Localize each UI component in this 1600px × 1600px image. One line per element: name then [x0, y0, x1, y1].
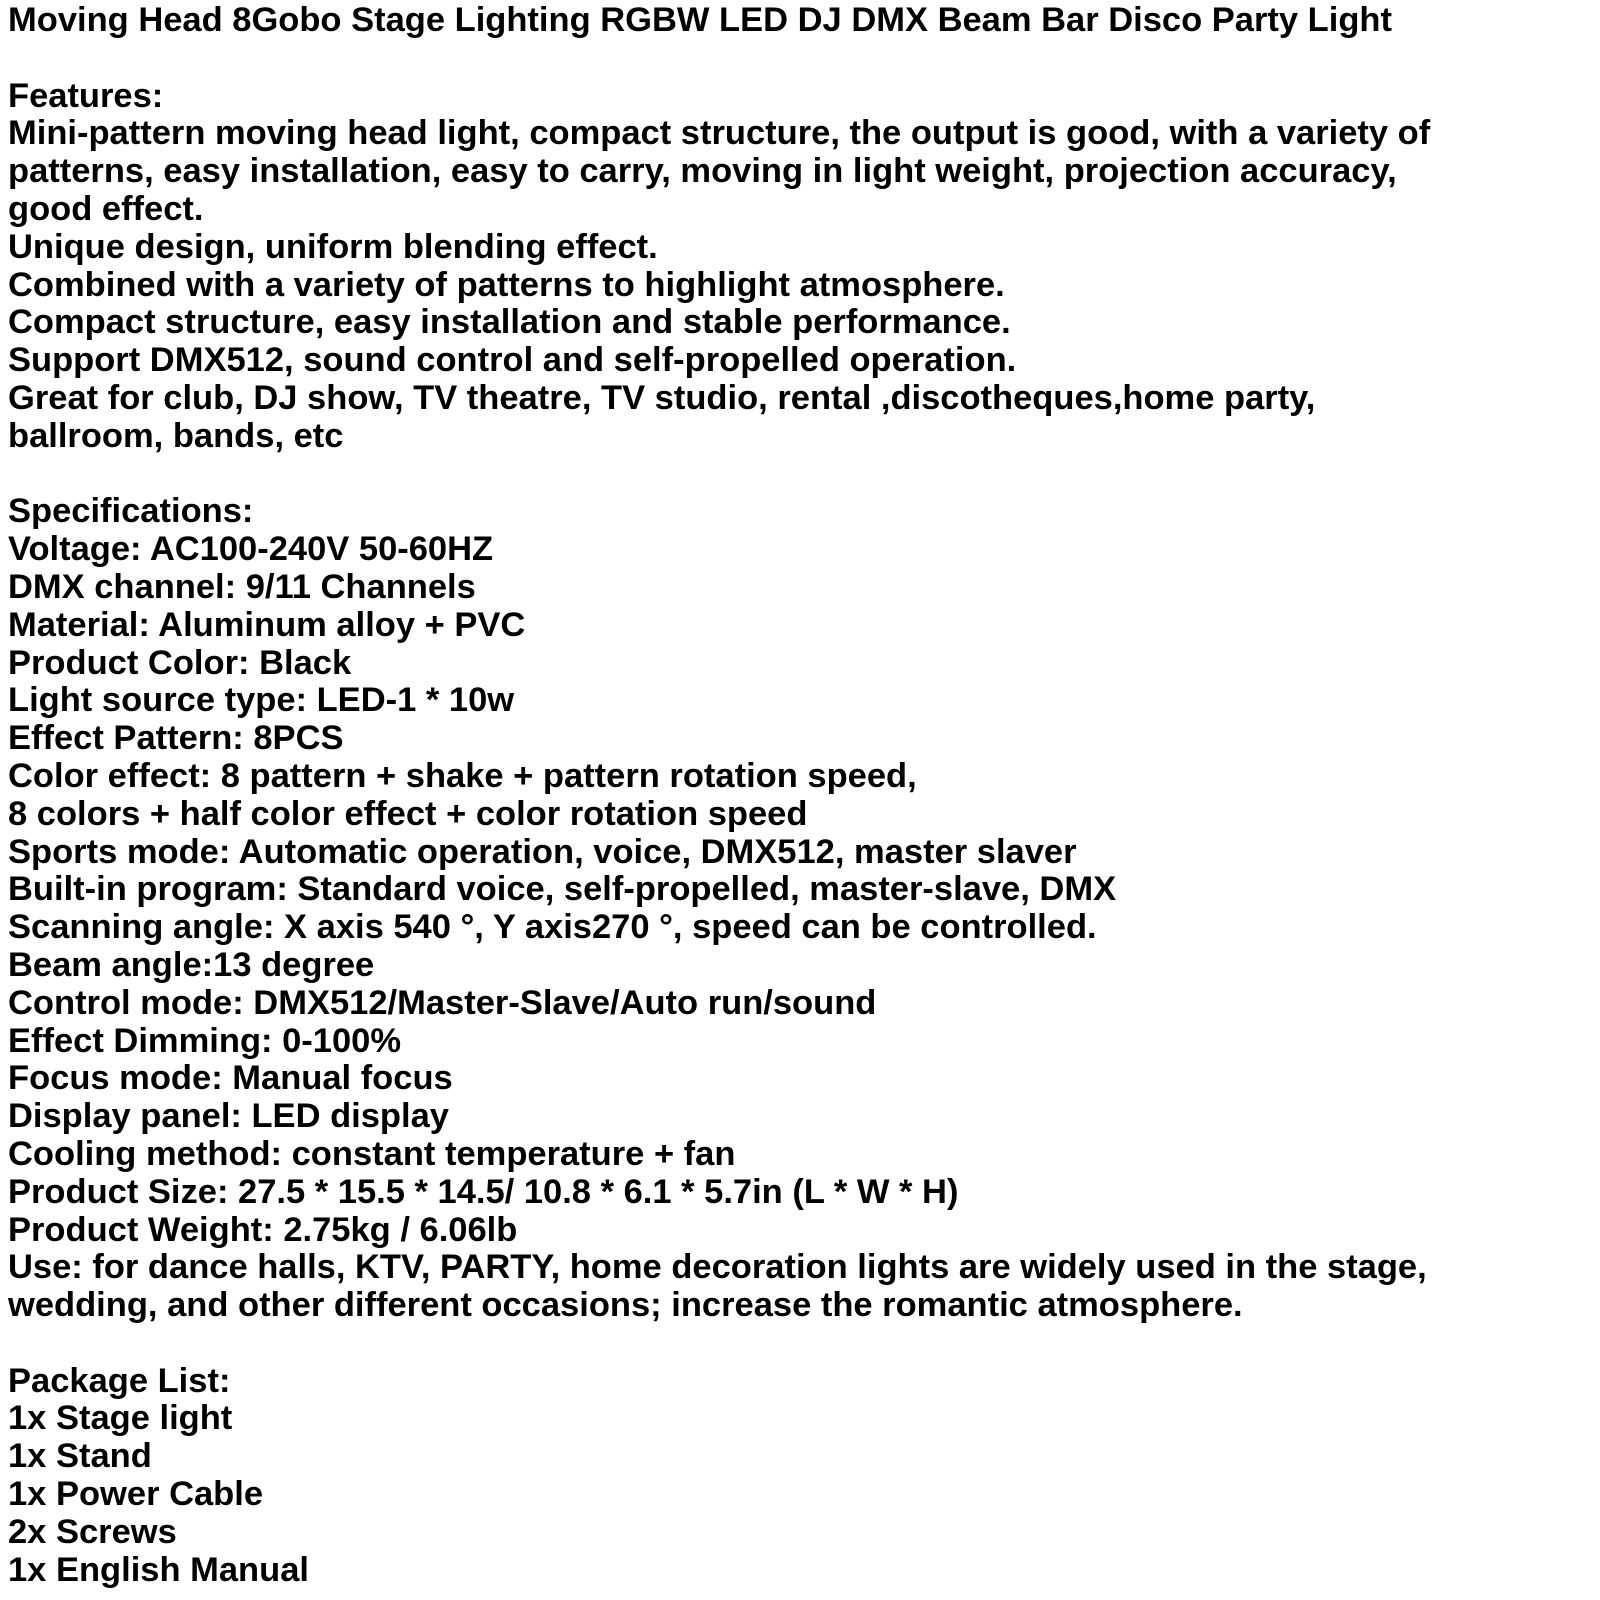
spec-line: Sports mode: Automatic operation, voice, DMX512, master slaver: [8, 832, 1077, 871]
spec-line: Light source type: LED-1 * 10w: [8, 681, 515, 720]
features-line: Combined with a variety of patterns to highlight atmosphere.: [8, 265, 1005, 304]
features-line: patterns, easy installation, easy to carry, moving in light weight, projection accuracy,: [8, 152, 1397, 191]
features-line: Support DMX512, sound control and self-propelled operation.: [8, 341, 1017, 380]
spec-line: 8 colors + half color effect + color rotation speed: [8, 794, 808, 833]
spec-line: Use: for dance halls, KTV, PARTY, home decoration lights are widely used in the stage,: [8, 1248, 1427, 1287]
spec-line: Material: Aluminum alloy + PVC: [8, 605, 526, 644]
spacer: [8, 1325, 1600, 1363]
specifications-heading: Specifications:: [8, 492, 254, 531]
spec-line: Scanning angle: X axis 540 °, Y axis270 °, speed can be controlled.: [8, 908, 1097, 947]
spec-line: Voltage: AC100-240V 50-60HZ: [8, 530, 494, 569]
package-heading: Package List:: [8, 1361, 231, 1400]
package-item: 1x Power Cable: [8, 1475, 264, 1514]
features-section: [8, 78, 1600, 456]
spec-line: Product Size: 27.5 * 15.5 * 14.5/ 10.8 * 6.1 * 5.7in (L * W * H): [8, 1172, 959, 1211]
spec-line: Effect Pattern: 8PCS: [8, 719, 344, 758]
spacer: [8, 456, 1600, 494]
features-line: Compact structure, easy installation and stable performance.: [8, 303, 1011, 342]
spec-line: Product Weight: 2.75kg / 6.06lb: [8, 1210, 518, 1249]
spec-line: Display panel: LED display: [8, 1097, 449, 1136]
spec-line: Focus mode: Manual focus: [8, 1059, 453, 1098]
features-heading: Features:: [8, 76, 164, 115]
package-item: 2x Screws: [8, 1512, 177, 1551]
product-title: Moving Head 8Gobo Stage Lighting RGBW LED DJ DMX Beam Bar Disco Party Light: [8, 1, 1392, 39]
spec-line: Color effect: 8 pattern + shake + pattern rotation speed,: [8, 756, 917, 795]
package-item: 1x Stage light: [8, 1399, 233, 1438]
features-line: ballroom, bands, etc: [8, 416, 344, 455]
spec-line: Built-in program: Standard voice, self-propelled, master-slave, DMX: [8, 870, 1117, 909]
spec-line: Beam angle:13 degree: [8, 945, 375, 984]
features-line: Great for club, DJ show, TV theatre, TV studio, rental ,discotheques,home party,: [8, 378, 1316, 417]
spec-line: wedding, and other different occasions; increase the romantic atmosphere.: [8, 1286, 1243, 1325]
spec-line: Effect Dimming: 0-100%: [8, 1021, 402, 1060]
specifications-section: [8, 493, 1600, 1325]
spacer: [8, 40, 1600, 78]
package-section: [8, 1363, 1600, 1590]
spec-line: Product Color: Black: [8, 643, 352, 682]
features-line: good effect.: [8, 189, 204, 228]
package-item: 1x Stand: [8, 1437, 152, 1476]
features-line: Unique design, uniform blending effect.: [8, 227, 658, 266]
spec-line: DMX channel: 9/11 Channels: [8, 567, 476, 606]
spec-line: Cooling method: constant temperature + fan: [8, 1134, 736, 1173]
spec-line: Control mode: DMX512/Master-Slave/Auto run/sound: [8, 983, 877, 1022]
package-item: 1x English Manual: [8, 1550, 309, 1589]
features-line: Mini-pattern moving head light, compact structure, the output is good, with a variety of: [8, 114, 1431, 153]
